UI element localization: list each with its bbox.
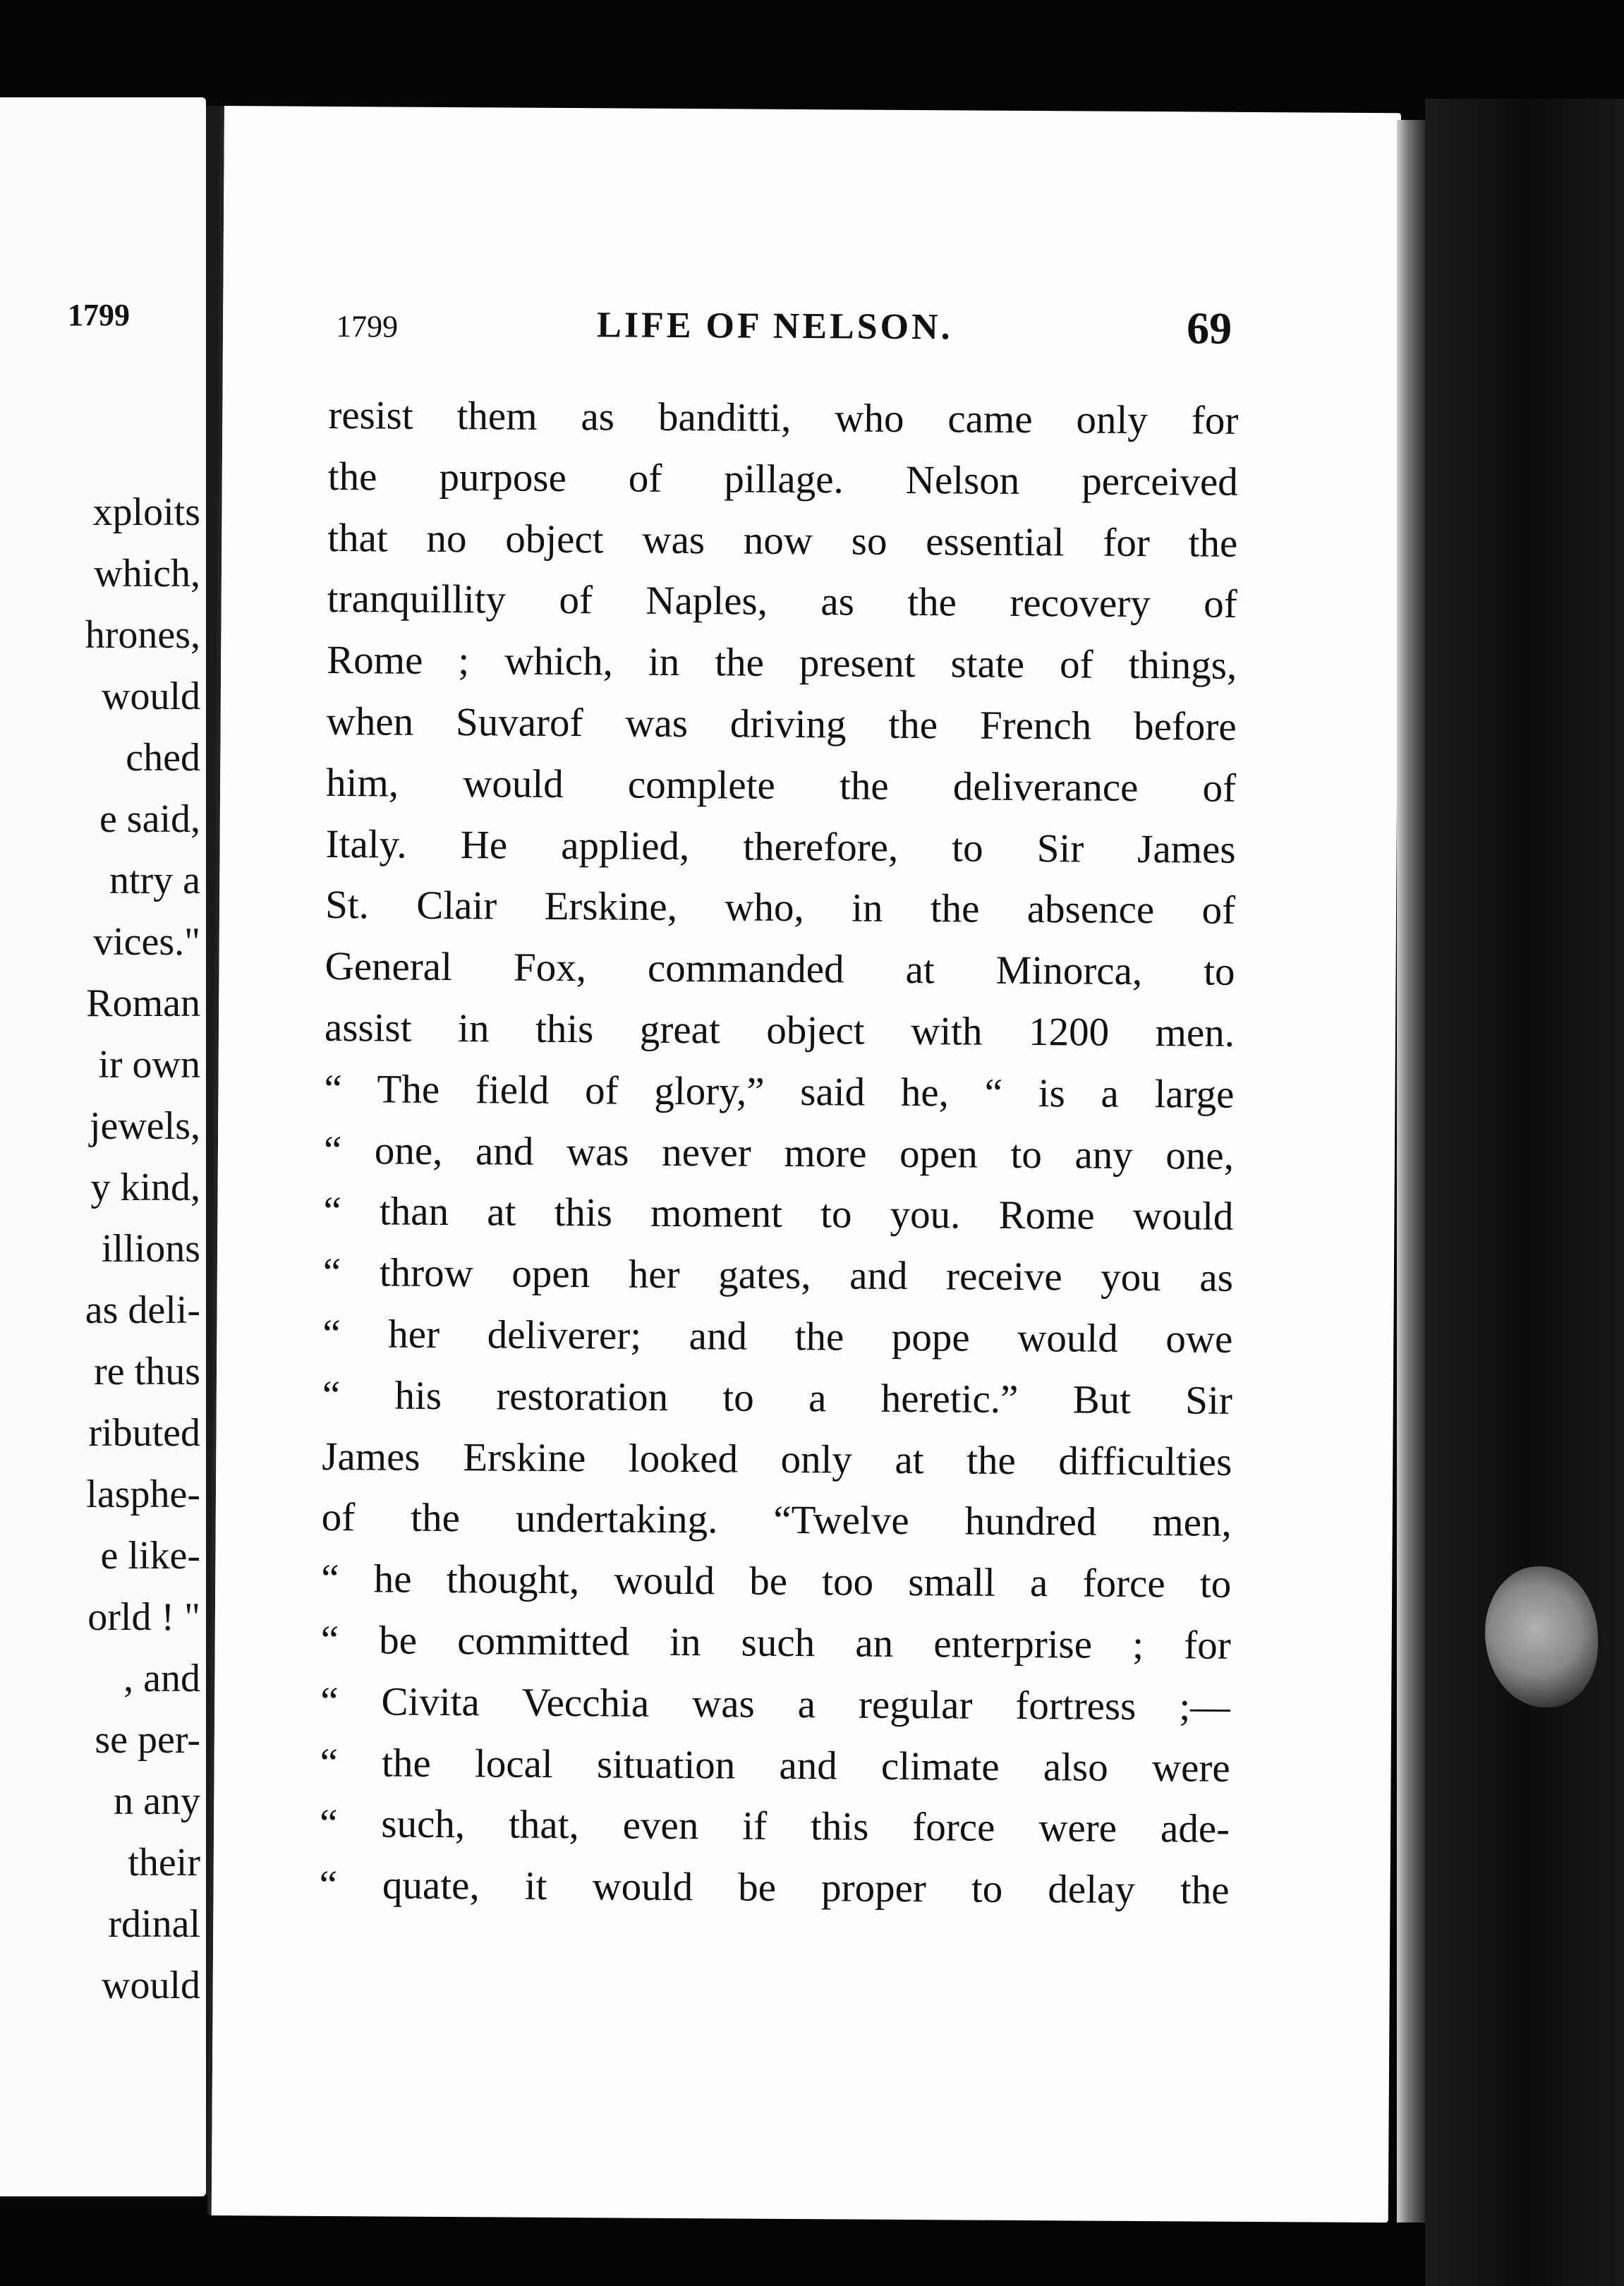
text-line: that no object was now so essential for the [327, 515, 1238, 566]
left-page-line: Roman [86, 981, 200, 1025]
left-page-text [0, 482, 206, 2016]
text-line: him, would complete the deliverance of [325, 760, 1237, 811]
text-line: tranquillity of Naples, as the recovery of [327, 576, 1237, 627]
left-page-line: e said, [99, 797, 200, 841]
left-page-line: lasphe- [86, 1472, 200, 1516]
left-page-line: illions [101, 1227, 200, 1271]
text-line: “ he thought, would be too small a force to [321, 1556, 1232, 1607]
header-year: 1799 [335, 309, 399, 344]
left-page-line: y kind, [90, 1166, 200, 1209]
left-page-line: e like- [100, 1534, 200, 1578]
text-line: “ than at this moment to you. Rome would [323, 1189, 1234, 1240]
text-line: Italy. He applied, therefore, to Sir James [325, 821, 1236, 872]
text-line: “ his restoration to a heretic.” But Sir [322, 1372, 1233, 1423]
text-line: of the undertaking. “Twelve hundred men, [321, 1495, 1232, 1546]
page-number: 69 [1186, 303, 1232, 353]
text-line: “ the local situation and climate also were [320, 1740, 1230, 1791]
text-line: “ quate, it would be proper to delay the [319, 1863, 1230, 1913]
left-page-line: ributed [88, 1411, 200, 1455]
left-page-line: rdinal [108, 1902, 200, 1946]
body-text [319, 385, 1238, 1922]
right-page [207, 106, 1401, 2222]
left-page-line: ir own [98, 1043, 200, 1087]
left-page-line: hrones, [85, 613, 200, 657]
text-line: “ one, and was never more open to any one, [323, 1127, 1235, 1178]
left-page-line: which, [94, 552, 200, 595]
left-page-line: vices." [93, 920, 200, 964]
running-title: LIFE OF NELSON. [596, 305, 953, 348]
left-page [0, 97, 206, 2196]
left-page-line: as deli- [85, 1288, 200, 1332]
text-line: James Erskine looked only at the difficulties [322, 1434, 1232, 1484]
left-page-line: would [102, 1964, 200, 2007]
text-line: “ Civita Vecchia was a regular fortress ;— [320, 1679, 1231, 1729]
page-edge [1397, 120, 1425, 2222]
text-line: the purpose of pillage. Nelson perceived [327, 454, 1238, 504]
running-head [336, 297, 1232, 359]
left-page-line: ched [126, 736, 200, 780]
left-page-line: se per- [95, 1718, 200, 1762]
text-line: “ such, that, even if this force were ade- [319, 1801, 1230, 1852]
text-line: St. Clair Erskine, who, in the absence of [325, 883, 1236, 933]
book-binding [1425, 99, 1624, 2286]
left-page-line: re thus [94, 1350, 200, 1393]
left-page-line: n any [114, 1779, 200, 1823]
left-page-line: ntry a [109, 859, 200, 902]
left-page-line: xploits [92, 490, 200, 534]
text-line: when Suvarof was driving the French before [326, 698, 1237, 749]
text-line: General Fox, commanded at Minorca, to [325, 944, 1235, 994]
text-line: “ be committed in such an enterprise ; for [320, 1617, 1231, 1668]
text-line: “ her deliverer; and the pope would owe [322, 1311, 1233, 1362]
text-line: “ The field of glory,” said he, “ is a large [324, 1066, 1235, 1117]
left-page-line: jewels, [89, 1104, 200, 1148]
text-line: resist them as banditti, who came only for [328, 392, 1239, 443]
left-page-line: their [128, 1841, 200, 1885]
left-page-line: would [102, 675, 200, 718]
text-line: “ throw open her gates, and receive you as [322, 1250, 1234, 1300]
text-line: assist in this great object with 1200 men. [324, 1005, 1235, 1056]
left-page-line: orld ! " [87, 1595, 200, 1639]
text-line: Rome ; which, in the present state of things, [327, 638, 1237, 689]
left-page-line: , and [123, 1657, 200, 1700]
left-page-year: 1799 [68, 298, 130, 332]
